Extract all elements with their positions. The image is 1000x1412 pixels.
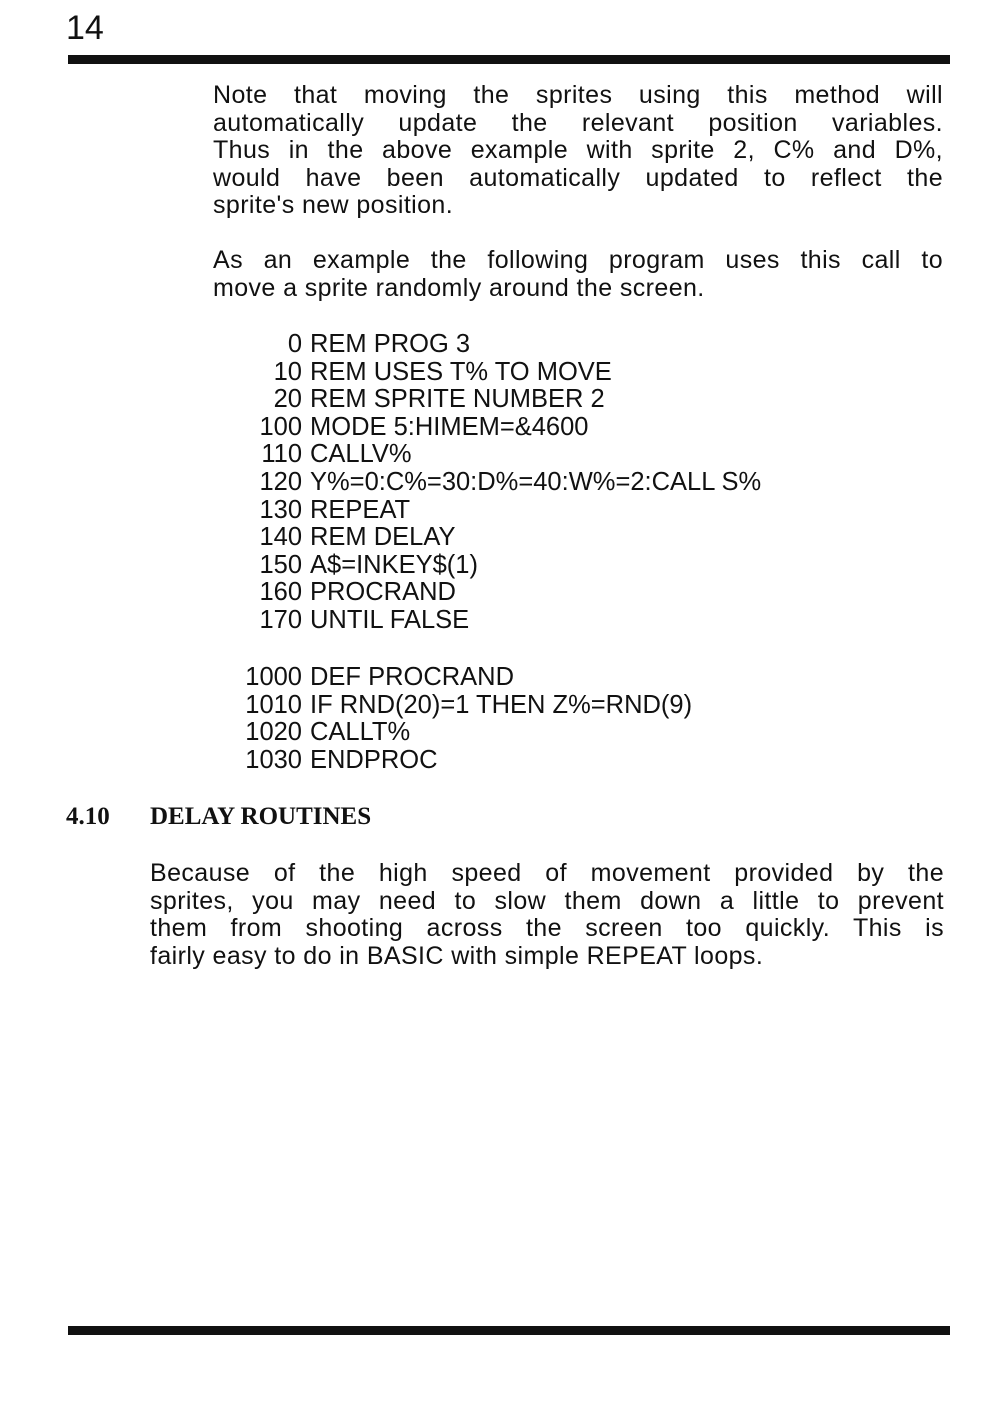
code-text: REPEAT [310, 495, 411, 524]
code-line [230, 607, 890, 635]
code-line [230, 552, 890, 580]
paragraph-example-intro [213, 247, 943, 302]
line-number: 120 [259, 467, 302, 496]
line-number: 110 [261, 440, 302, 469]
line-number: 160 [259, 578, 302, 607]
line-number: 170 [259, 605, 302, 634]
code-line [230, 469, 890, 497]
text-line: them from shooting across the screen too quickly. This is [150, 914, 944, 942]
line-number: 0 [287, 330, 302, 358]
text-line: fairly easy to do in BASIC with simple REPEAT loops. [150, 941, 764, 970]
line-number: 1030 [245, 745, 302, 774]
line-number: 1020 [245, 718, 302, 747]
code-line [230, 331, 890, 359]
code-line [230, 386, 890, 414]
code-line [230, 524, 890, 552]
text-line: sprites, you may need to slow them down a little to prevent [150, 886, 944, 915]
text-line: move a sprite randomly around the screen. [213, 273, 705, 302]
line-number: 150 [259, 550, 302, 579]
code-text: ENDPROC [310, 745, 438, 774]
line-number: 130 [259, 495, 302, 524]
text-line: As an example the following program uses this call to [213, 246, 943, 274]
code-text: REM PROG 3 [310, 330, 471, 358]
text-line: would have been automatically updated to reflect the [213, 163, 943, 192]
code-line [230, 441, 890, 469]
code-line [230, 692, 890, 720]
line-number: 20 [273, 385, 302, 414]
code-line [230, 664, 890, 692]
page-number: 14 [66, 9, 104, 47]
code-text: MODE 5:HIMEM=&4600 [310, 412, 589, 441]
code-text: DEF PROCRAND [310, 663, 515, 691]
code-text: PROCRAND [310, 578, 456, 607]
code-line [230, 497, 890, 525]
section-title: DELAY ROUTINES [150, 803, 372, 830]
code-listing-main [230, 331, 890, 635]
code-text: REM DELAY [310, 523, 456, 552]
line-number: 100 [259, 412, 302, 441]
paragraph-sprite-movement [213, 82, 943, 220]
line-number: 1000 [245, 663, 302, 691]
text-line: sprite's new position. [213, 191, 454, 219]
code-text: Y%=0:C%=30:D%=40:W%=2:CALL S% [310, 467, 762, 496]
code-text: CALLV% [310, 440, 412, 469]
code-line [230, 359, 890, 387]
paragraph-delay-routines [150, 860, 944, 970]
text-line: Thus in the above example with sprite 2, C% and D%, [213, 136, 943, 164]
code-listing-procrand [230, 664, 890, 774]
top-rule [68, 55, 950, 64]
line-number: 140 [259, 523, 302, 552]
bottom-rule [68, 1326, 950, 1335]
code-line [230, 719, 890, 747]
code-text: REM SPRITE NUMBER 2 [310, 385, 605, 414]
code-line [230, 747, 890, 775]
section-heading [66, 802, 371, 832]
code-text: A$=INKEY$(1) [310, 550, 478, 579]
code-text: CALLT% [310, 718, 411, 747]
line-number: 1010 [245, 690, 302, 719]
text-line: Because of the high speed of movement provided by the [150, 859, 944, 887]
code-line [230, 414, 890, 442]
text-line: Note that moving the sprites using this method will [213, 81, 943, 109]
code-text: IF RND(20)=1 THEN Z%=RND(9) [310, 690, 693, 719]
section-number: 4.10 [66, 803, 110, 830]
code-line [230, 579, 890, 607]
text-line: automatically update the relevant position variables. [213, 108, 943, 137]
line-number: 10 [273, 357, 302, 386]
code-text: UNTIL FALSE [310, 605, 470, 634]
code-text: REM USES T% TO MOVE [310, 357, 612, 386]
